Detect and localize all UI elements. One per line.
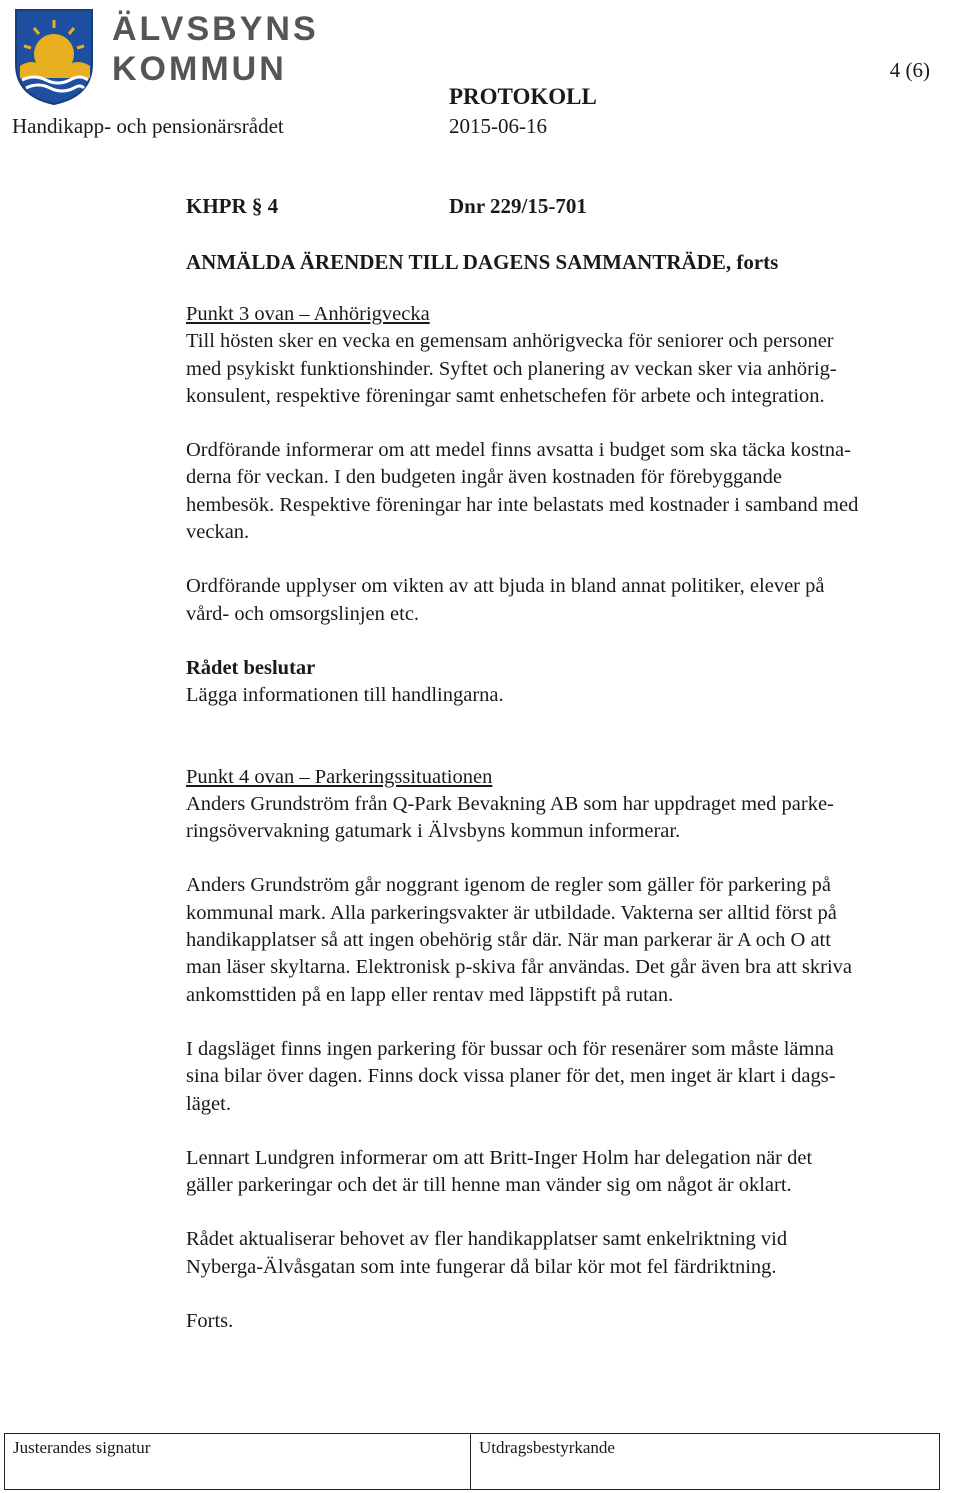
text-line: ringsövervakning gatumark i Älvsbyns kommun informerar. <box>186 820 681 843</box>
text-line: handikapplatser så att ingen obehörig står där. När man parkerar är A och O att <box>186 929 831 952</box>
decision-text: Lägga informationen till handlingarna. <box>186 684 504 707</box>
text-line: kommunal mark. Alla parkeringsvakter är utbildade. Vakterna ser alltid först på <box>186 901 837 924</box>
text-line: hembesök. Respektive föreningar har inte belastats med kostnader i samband med <box>186 493 859 516</box>
section-parkering <box>186 764 958 846</box>
text-line: Anders Grundström från Q-Park Bevakning AB som har uppdraget med parke- <box>186 792 834 815</box>
text-line: Till hösten sker en vecka en gemensam anhörigvecka för seniorer och personer <box>186 330 834 353</box>
municipality-name-line1: ÄLVSBYNS <box>112 10 319 48</box>
paragraph <box>186 1036 958 1118</box>
text-line: I dagsläget finns ingen parkering för bussar och för resenärer som måste lämna <box>186 1037 834 1060</box>
text-line: Anders Grundström går noggrant igenom de regler som gäller för parkering på <box>186 874 831 897</box>
text-line: veckan. <box>186 521 250 544</box>
municipality-name-line2: KOMMUN <box>112 50 287 88</box>
page-number: 4 (6) <box>889 58 930 82</box>
case-row <box>186 194 958 222</box>
section-title: Punkt 4 ovan – Parkeringssituationen <box>186 765 493 788</box>
protocol-body <box>186 194 958 1362</box>
text-line: Lennart Lundgren informerar om att Britt-Inger Holm har delegation när det <box>186 1146 813 1169</box>
diary-number: Dnr 229/15-701 <box>449 194 587 218</box>
paragraph <box>186 1226 958 1281</box>
extract-certification-box: Utdragsbestyrkande <box>479 1438 615 1457</box>
text-line: vård- och omsorgslinjen etc. <box>186 602 420 625</box>
paragraph <box>186 573 958 628</box>
text-line: derna för veckan. I den budgeten ingår även kostnaden för förebyggande <box>186 466 782 489</box>
text-line: man läser skyltarna. Elektronisk p-skiva får användas. Det går även bra att skriva <box>186 956 853 979</box>
document-type: PROTOKOLL <box>449 84 597 109</box>
text-line: Rådet aktualiserar behovet av fler handikapplatser samt enkelriktning vid <box>186 1228 788 1251</box>
section-anhorigvecka <box>186 301 958 410</box>
text-line: ankomsttiden på en lapp eller rentav med läppstift på rutan. <box>186 983 674 1006</box>
text-line: sina bilar över dagen. Finns dock vissa planer för det, men inget är klart i dags- <box>186 1065 836 1088</box>
text-line: gäller parkeringar och det är till henne man vänder sig om något är oklart. <box>186 1174 792 1197</box>
continued-note: Forts. <box>186 1310 234 1333</box>
text-line: Nyberga-Älvåsgatan som inte fungerar då bilar kör mot fel färdriktning. <box>186 1255 777 1278</box>
case-heading: ANMÄLDA ÄRENDEN TILL DAGENS SAMMANTRÄDE, forts <box>186 250 779 274</box>
council-name: Handikapp- och pensionärsrådet <box>12 114 284 138</box>
text-line: konsulent, respektive föreningar samt enhetschefen för arbete och integration. <box>186 384 825 407</box>
decision <box>186 655 958 710</box>
text-line: läget. <box>186 1092 231 1115</box>
section-title: Punkt 3 ovan – Anhörigvecka <box>186 303 430 325</box>
case-number: KHPR § 4 <box>186 194 279 218</box>
signature-footer <box>4 1433 940 1490</box>
meeting-date: 2015-06-16 <box>449 114 547 138</box>
text-line: med psykiskt funktionshinder. Syftet och planering av veckan sker via anhörig- <box>186 357 837 380</box>
paragraph <box>186 872 958 1008</box>
spacer <box>186 737 958 764</box>
paragraph <box>186 437 958 546</box>
coat-of-arms-icon <box>12 6 96 106</box>
signature-box: Justerandes signatur <box>5 1434 471 1489</box>
text-line: Ordförande upplyser om vikten av att bjuda in bland annat politiker, elever på <box>186 575 825 598</box>
decision-heading: Rådet beslutar <box>186 656 316 679</box>
text-line: Ordförande informerar om att medel finns avsatta i budget som ska täcka kostna- <box>186 439 851 462</box>
paragraph <box>186 1145 958 1200</box>
